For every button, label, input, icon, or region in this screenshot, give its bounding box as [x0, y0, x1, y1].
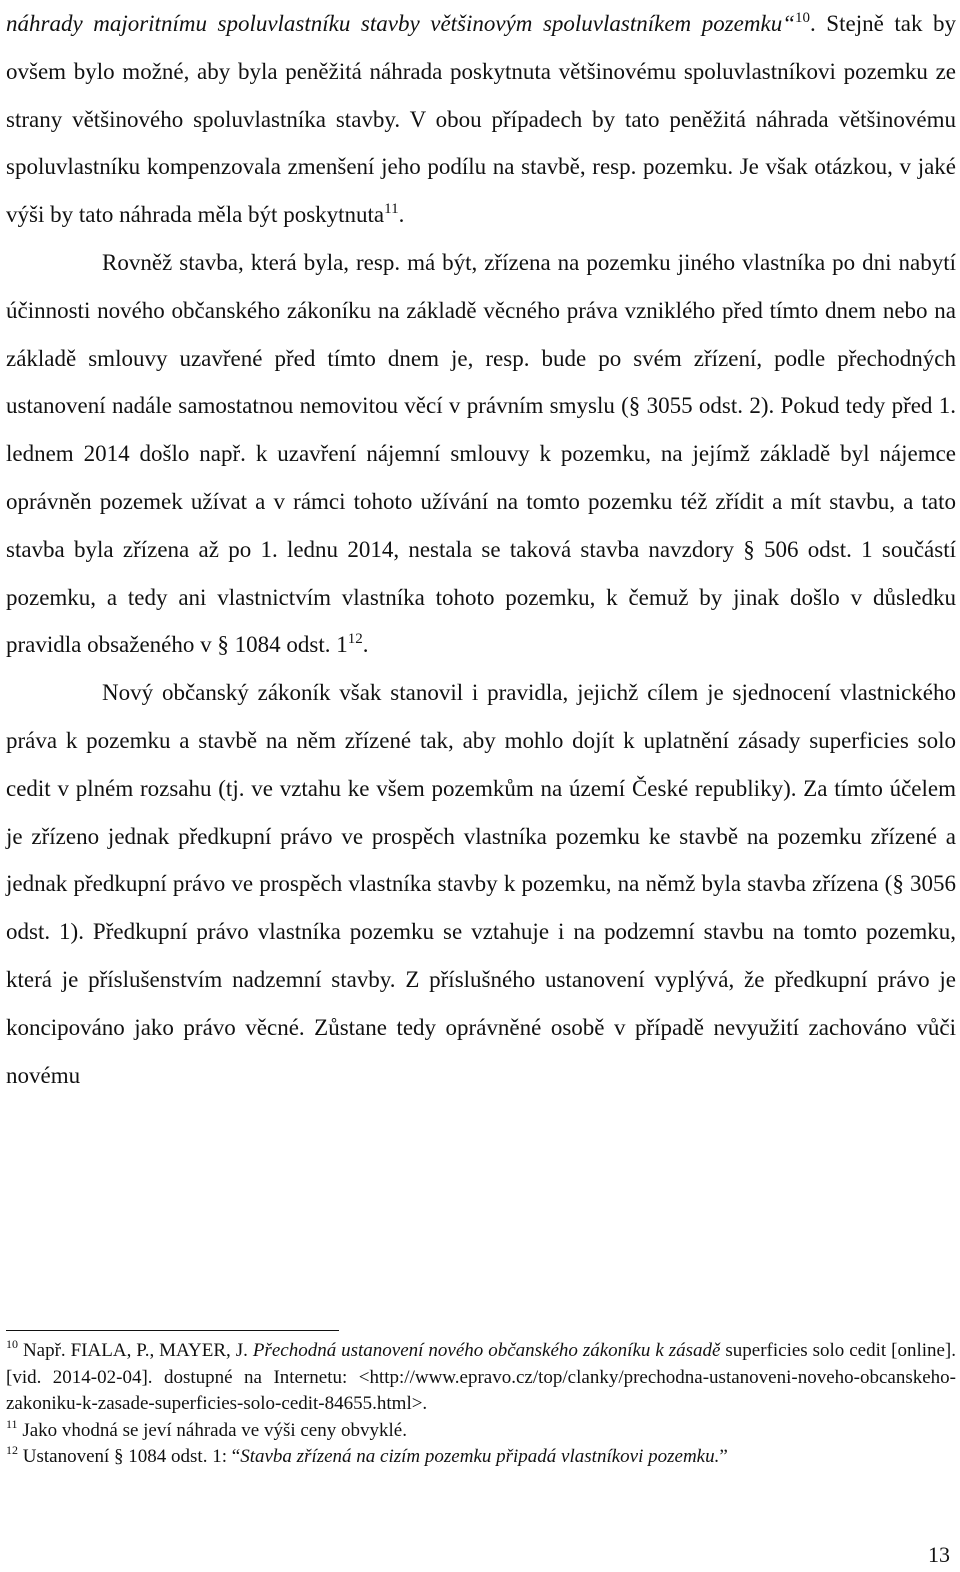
footnotes — [6, 1338, 956, 1471]
paragraph-3-text: Nový občanský zákoník však stanovil i pravidla, jejichž cílem je sjednocení vlastnického práva k pozemku a stavbě na něm zřízené tak, aby mohlo dojít k uplatnění zásady superficies solo cedit v plném rozsahu (tj. ve vztahu ke všem pozemkům na území České republiky). Za tímto účelem je zřízeno jednak předkupní právo ve prospěch vlastníka pozemku ke stavbě na pozemku zřízené a jednak předkupní právo ve prospěch vlastníka stavby k pozemku, na němž byla stavba zřízena (§ 3056 odst. 1). Předkupní právo vlastníka pozemku se vztahuje i na podzemní stavbu na tomto pozemku, která je příslušenstvím nadzemní stavby. Z příslušného ustanovení vyplývá, že předkupní právo je koncipováno jako právo věcné. Zůstane tedy oprávněné osobě v případě nevyužití zachováno vůči novému — [6, 680, 956, 1088]
footnote-ref-12: 12 — [347, 631, 363, 648]
footnote-11 — [6, 1418, 956, 1445]
footnote-10 — [6, 1338, 956, 1418]
footnote-text: Ustanovení § 1084 odst. 1: “ — [18, 1446, 241, 1467]
footnote-text: Např. FIALA, P., MAYER, J. — [18, 1340, 253, 1361]
footnote-ref-11: 11 — [384, 201, 399, 218]
paragraph-1-end: . — [398, 202, 405, 228]
body-text — [6, 0, 956, 1099]
footnote-quote: Stavba zřízená na cizím pozemku připadá vlastníkovi pozemku. — [240, 1446, 720, 1467]
paragraph-1 — [6, 0, 956, 239]
paragraph-2-end: . — [362, 632, 369, 658]
page-number: 13 — [928, 1542, 950, 1567]
paragraph-2 — [6, 239, 956, 669]
footnote-quote-end: ” — [719, 1446, 728, 1467]
footnote-12 — [6, 1444, 956, 1471]
footnote-title: Přechodná ustanovení nového občanského zákoníku k zásadě — [252, 1340, 721, 1361]
paragraph-1-text: . Stejně tak by ovšem bylo možné, aby byla peněžitá náhrada poskytnuta většinovému spoluvlastníkovi pozemku ze strany většinového spoluvlastníka stavby. V obou případech by tato peněžitá náhrada většinovému spoluvlastníku kompenzovala zmenšení jeho podílu na stavbě, resp. pozemku. Je však otázkou, v jaké výši by tato náhrada měla být poskytnuta — [6, 11, 956, 228]
footnote-number: 10 — [6, 1337, 18, 1351]
footnote-number: 11 — [6, 1416, 18, 1431]
footnote-ref-10: 10 — [795, 10, 810, 26]
paragraph-2-text: Rovněž stavba, která byla, resp. má být, zřízena na pozemku jiného vlastníka po dni nabytí účinnosti nového občanského zákoníku na základě věcného práva vzniklého před tímto dnem nebo na základě smlouvy uzavřené před tímto dnem je, resp. bude po svém zřízení, podle přechodných ustanovení nadále samostatnou nemovitou věcí v právním smyslu (§ 3055 odst. 2). Pokud tedy před 1. lednem 2014 došlo např. k uzavření nájemní smlouvy k pozemku, na jejímž základě byl nájemce oprávněn pozemek užívat a v rámci tohoto užívání na tomto pozemku též zřídit a mít stavbu, a tato stavba byla zřízena až po 1. lednu 2014, nestala se taková stavba navzdory § 506 odst. 1 součástí pozemku, a tedy ani vlastnictvím vlastníka tohoto pozemku, k čemuž by jinak došlo v důsledku pravidla obsaženého v § 1084 odst. 1 — [6, 249, 956, 658]
paragraph-3 — [6, 669, 956, 1099]
footnote-text: Jako vhodná se jeví náhrada ve výši ceny obvyklé. — [17, 1419, 407, 1441]
quote-end: náhrady majoritnímu spoluvlastníku stavby většinovým spoluvlastníkem pozemku“ — [6, 11, 795, 36]
footnote-separator — [6, 1330, 339, 1331]
footnote-source: superficies solo cedit [online]. [vid. 2014-02-04]. dostupné na Internetu: <http://www.epravo.cz/top/clanky/prechodna-ustanoveni-noveho-obcanskeho-zakoniku-k-zasade-superficies-solo-cedit-84655.html>. — [6, 1340, 957, 1414]
footnote-number: 12 — [6, 1443, 18, 1457]
